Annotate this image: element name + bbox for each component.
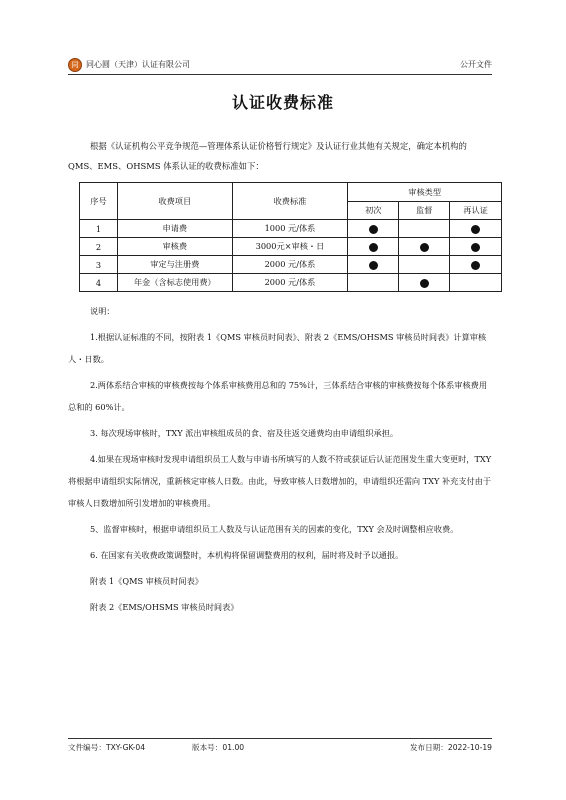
filled-dot-icon [471, 225, 480, 234]
header-recert: 再认证 [450, 202, 502, 220]
document-number: 文件编号：TXY-GK-04 [68, 743, 146, 752]
page-header [68, 58, 492, 74]
row-standard: 2000 元/体系 [232, 256, 348, 274]
row-initial [348, 256, 399, 274]
row-surveillance [399, 220, 450, 238]
row-standard: 3000元×审核・日 [232, 238, 348, 256]
row-item: 审核费 [117, 238, 232, 256]
filled-dot-icon [471, 243, 480, 252]
row-recert [450, 220, 502, 238]
company-logo-icon: 同 [68, 58, 82, 72]
table-row [80, 256, 502, 274]
row-surveillance [399, 274, 450, 292]
intro-paragraph [68, 136, 492, 176]
header-initial: 初次 [348, 202, 399, 220]
row-item: 年金（含标志使用费） [117, 274, 232, 292]
row-initial [348, 274, 399, 292]
header-item: 收费项目 [117, 183, 232, 220]
header-standard: 收费标准 [232, 183, 348, 220]
filled-dot-icon [369, 261, 378, 270]
row-initial [348, 220, 399, 238]
row-no: 1 [80, 220, 118, 238]
appendix-1: 附表 1《QMS 审核员时间表》 [90, 576, 203, 586]
footer-divider [68, 738, 492, 739]
row-item: 审定与注册费 [117, 256, 232, 274]
header-no: 序号 [80, 183, 118, 220]
row-standard: 2000 元/体系 [232, 274, 348, 292]
row-surveillance [399, 238, 450, 256]
fee-table [79, 182, 502, 292]
filled-dot-icon [420, 279, 429, 288]
page-footer [68, 742, 492, 754]
row-no: 2 [80, 238, 118, 256]
version-number: 版本号：01.00 [192, 743, 245, 752]
note-item: 2.两体系结合审核的审核费按每个体系审核费用总和的 75%计，三体系结合审核的审核费按每个体系审核费用总和的 60%计。 [68, 380, 488, 412]
appendix-2: 附表 2《EMS/OHSMS 审核员时间表》 [90, 602, 239, 612]
notes-label: 说明： [90, 306, 115, 316]
row-recert [450, 238, 502, 256]
row-recert [450, 256, 502, 274]
note-item: 5、监督审核时，根据申请组织员工人数及与认证范围有关的因素的变化，TXY 会及时调整相应收费。 [90, 524, 459, 534]
header-surveillance: 监督 [399, 202, 450, 220]
note-item: 1.根据认证标准的不同，按附表 1《QMS 审核员时间表》、附表 2《EMS/OHSMS 审核员时间表》计算审核人・日数。 [68, 332, 487, 364]
row-item: 申请费 [117, 220, 232, 238]
company-name: 同心圆（天津）认证有限公司 [86, 60, 190, 69]
document-classification: 公开文件 [460, 60, 492, 69]
table-row [80, 274, 502, 292]
release-date: 发布日期：2022-10-19 [409, 743, 492, 752]
row-surveillance [399, 256, 450, 274]
notes-section [68, 300, 492, 618]
note-item: 3. 每次现场审核时，TXY 派出审核组成员的食、宿及往返交通费均由申请组织承担。 [90, 428, 399, 438]
row-no: 4 [80, 274, 118, 292]
filled-dot-icon [420, 243, 429, 252]
filled-dot-icon [369, 225, 378, 234]
row-recert [450, 274, 502, 292]
header-audit-type: 审核类型 [348, 183, 502, 202]
note-item: 4.如果在现场审核时发现申请组织员工人数与申请书所填写的人数不符或获证后认证范围发生重大变更时，TXY 将根据申请组织实际情况，重新核定审核人日数。由此，导致审核人日数增加的，申请组织还需向 TXY 补充支付由于审核人日数增加所引发增加的审核费用。 [68, 454, 492, 508]
table-row [80, 238, 502, 256]
row-standard: 1000 元/体系 [232, 220, 348, 238]
intro-text: 根据《认证机构公平竞争规范—管理体系认证价格暂行规定》及认证行业其他有关规定，确定本机构的 QMS、EMS、OHSMS 体系认证的收费标准如下： [68, 141, 467, 171]
header-divider [68, 74, 492, 75]
row-initial [348, 238, 399, 256]
table-row [80, 220, 502, 238]
filled-dot-icon [369, 243, 378, 252]
row-no: 3 [80, 256, 118, 274]
note-item: 6. 在国家有关收费政策调整时，本机构将保留调整费用的权利，届时将及时予以通报。 [90, 550, 404, 560]
filled-dot-icon [471, 261, 480, 270]
document-title: 认证收费标准 [231, 93, 334, 112]
